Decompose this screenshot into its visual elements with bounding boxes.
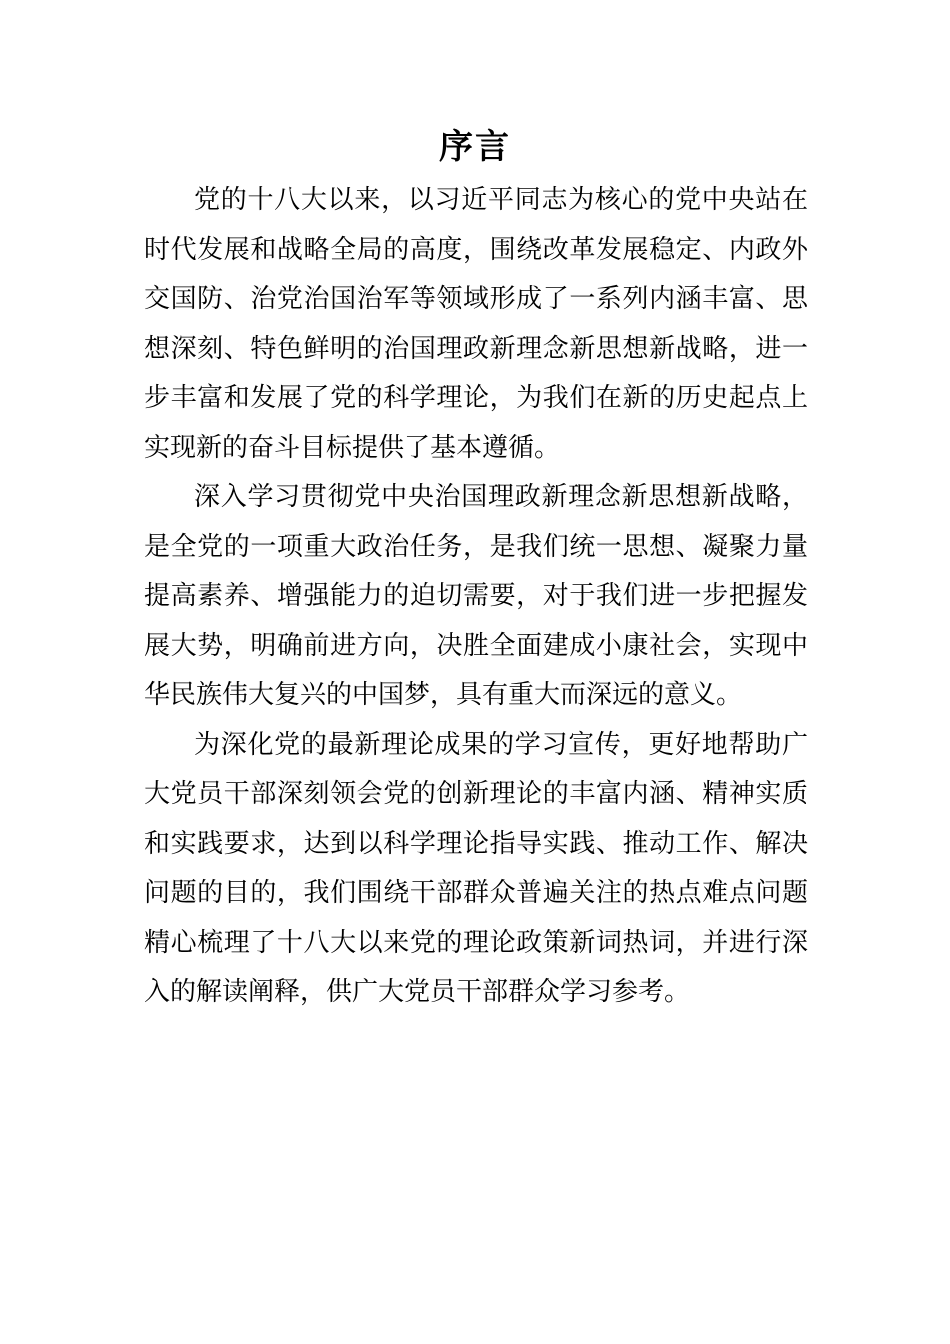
paragraph-line: 步丰富和发展了党的科学理论，为我们在新的历史起点上 bbox=[144, 383, 808, 413]
paragraph-line: 深入学习贯彻党中央治国理政新理念新思想新战略， bbox=[194, 482, 808, 512]
paragraph-line: 为深化党的最新理论成果的学习宣传，更好地帮助广 bbox=[194, 729, 808, 760]
paragraph-3 bbox=[144, 721, 808, 1018]
paragraph-line: 入的解读阐释，供广大党员干部群众学习参考。 bbox=[144, 977, 691, 1007]
preface-body bbox=[144, 176, 808, 1018]
paragraph-line: 实现新的奋斗目标提供了基本遵循。 bbox=[144, 432, 561, 463]
page-title: 序言 bbox=[439, 127, 511, 167]
paragraph-line: 党的十八大以来，以习近平同志为核心的党中央站在 bbox=[194, 185, 808, 215]
paragraph-line: 大党员干部深刻领会党的创新理论的丰富内涵、精神实质 bbox=[144, 779, 808, 809]
paragraph-line: 时代发展和战略全局的高度，围绕改革发展稳定、内政外 bbox=[144, 234, 808, 265]
paragraph-line: 华民族伟大复兴的中国梦，具有重大而深远的意义。 bbox=[144, 680, 743, 710]
paragraph-line: 和实践要求，达到以科学理论指导实践、推动工作、解决 bbox=[144, 828, 808, 859]
paragraph-line: 交国防、治党治国治军等领域形成了一系列内涵丰富、思 bbox=[144, 284, 808, 314]
paragraph-line: 想深刻、特色鲜明的治国理政新理念新思想新战略，进一 bbox=[144, 333, 808, 364]
paragraph-line: 是全党的一项重大政治任务，是我们统一思想、凝聚力量 bbox=[144, 531, 808, 562]
paragraph-line: 问题的目的，我们围绕干部群众普遍关注的热点难点问题 bbox=[144, 878, 808, 908]
paragraph-line: 展大势，明确前进方向，决胜全面建成小康社会，实现中 bbox=[144, 630, 808, 661]
paragraph-line: 提高素养、增强能力的迫切需要，对于我们进一步把握发 bbox=[144, 581, 808, 611]
paragraph-2 bbox=[144, 473, 808, 721]
paragraph-1 bbox=[144, 176, 808, 473]
paragraph-line: 精心梳理了十八大以来党的理论政策新词热词，并进行深 bbox=[144, 927, 808, 958]
